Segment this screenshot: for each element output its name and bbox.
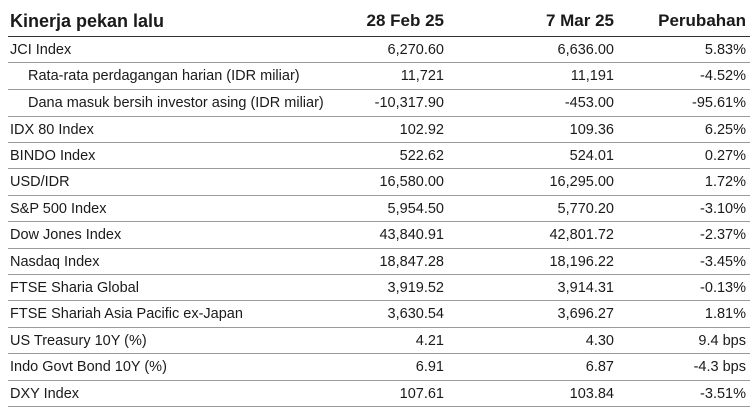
row-label: DXY Index	[8, 381, 363, 407]
value-7-mar: 3,696.27	[448, 301, 618, 328]
value-change: -3.45%	[618, 249, 750, 275]
value-28-feb: 16,580.00	[363, 169, 448, 196]
row-label: Dana masuk bersih investor asing (IDR miliar)	[8, 90, 363, 117]
row-label: BINDO Index	[8, 143, 363, 169]
row-label: JCI Index	[8, 37, 363, 63]
table-row	[8, 37, 750, 63]
row-label: IDX 80 Index	[8, 117, 363, 143]
value-7-mar: 524.01	[448, 143, 618, 169]
table-row	[8, 249, 750, 275]
value-28-feb: 18,847.28	[363, 249, 448, 275]
value-28-feb: 11,721	[363, 63, 448, 90]
row-label: USD/IDR	[8, 169, 363, 196]
value-change: -4.3 bps	[618, 354, 750, 381]
row-label: FTSE Shariah Asia Pacific ex-Japan	[8, 301, 363, 328]
value-change: -3.51%	[618, 381, 750, 407]
table-title: Kinerja pekan lalu	[8, 6, 363, 37]
value-change: -95.61%	[618, 90, 750, 117]
value-28-feb: 6.91	[363, 354, 448, 381]
value-28-feb: 4.21	[363, 328, 448, 354]
performance-table-container	[8, 0, 750, 407]
value-change: 6.25%	[618, 117, 750, 143]
value-change: 1.81%	[618, 301, 750, 328]
value-7-mar: 103.84	[448, 381, 618, 407]
value-28-feb: 3,630.54	[363, 301, 448, 328]
column-header-28-feb: 28 Feb 25	[363, 6, 448, 37]
row-label: Rata-rata perdagangan harian (IDR miliar)	[8, 63, 363, 90]
row-label: Nasdaq Index	[8, 249, 363, 275]
table-row	[8, 301, 750, 328]
value-change: 9.4 bps	[618, 328, 750, 354]
column-header-change: Perubahan	[618, 6, 750, 37]
value-7-mar: 3,914.31	[448, 275, 618, 301]
table-row	[8, 275, 750, 301]
value-28-feb: 43,840.91	[363, 222, 448, 249]
value-28-feb: -10,317.90	[363, 90, 448, 117]
table-row	[8, 63, 750, 90]
column-header-7-mar: 7 Mar 25	[448, 6, 618, 37]
value-7-mar: 5,770.20	[448, 196, 618, 222]
value-28-feb: 5,954.50	[363, 196, 448, 222]
value-7-mar: 4.30	[448, 328, 618, 354]
value-7-mar: 11,191	[448, 63, 618, 90]
row-label: US Treasury 10Y (%)	[8, 328, 363, 354]
value-change: -0.13%	[618, 275, 750, 301]
value-change: -3.10%	[618, 196, 750, 222]
value-change: -2.37%	[618, 222, 750, 249]
table-header-row	[8, 6, 750, 37]
table-row	[8, 381, 750, 407]
value-28-feb: 3,919.52	[363, 275, 448, 301]
table-row	[8, 117, 750, 143]
value-7-mar: 42,801.72	[448, 222, 618, 249]
value-7-mar: -453.00	[448, 90, 618, 117]
value-28-feb: 102.92	[363, 117, 448, 143]
value-change: 1.72%	[618, 169, 750, 196]
table-row	[8, 196, 750, 222]
value-7-mar: 6,636.00	[448, 37, 618, 63]
row-label: S&P 500 Index	[8, 196, 363, 222]
value-change: -4.52%	[618, 63, 750, 90]
value-7-mar: 16,295.00	[448, 169, 618, 196]
table-row	[8, 354, 750, 381]
value-7-mar: 109.36	[448, 117, 618, 143]
value-change: 5.83%	[618, 37, 750, 63]
row-label: Dow Jones Index	[8, 222, 363, 249]
value-change: 0.27%	[618, 143, 750, 169]
value-28-feb: 522.62	[363, 143, 448, 169]
row-label: Indo Govt Bond 10Y (%)	[8, 354, 363, 381]
row-label: FTSE Sharia Global	[8, 275, 363, 301]
table-row	[8, 90, 750, 117]
value-7-mar: 6.87	[448, 354, 618, 381]
table-row	[8, 328, 750, 354]
table-row	[8, 222, 750, 249]
table-row	[8, 169, 750, 196]
value-7-mar: 18,196.22	[448, 249, 618, 275]
value-28-feb: 6,270.60	[363, 37, 448, 63]
table-row	[8, 143, 750, 169]
weekly-performance-table	[8, 6, 750, 407]
value-28-feb: 107.61	[363, 381, 448, 407]
